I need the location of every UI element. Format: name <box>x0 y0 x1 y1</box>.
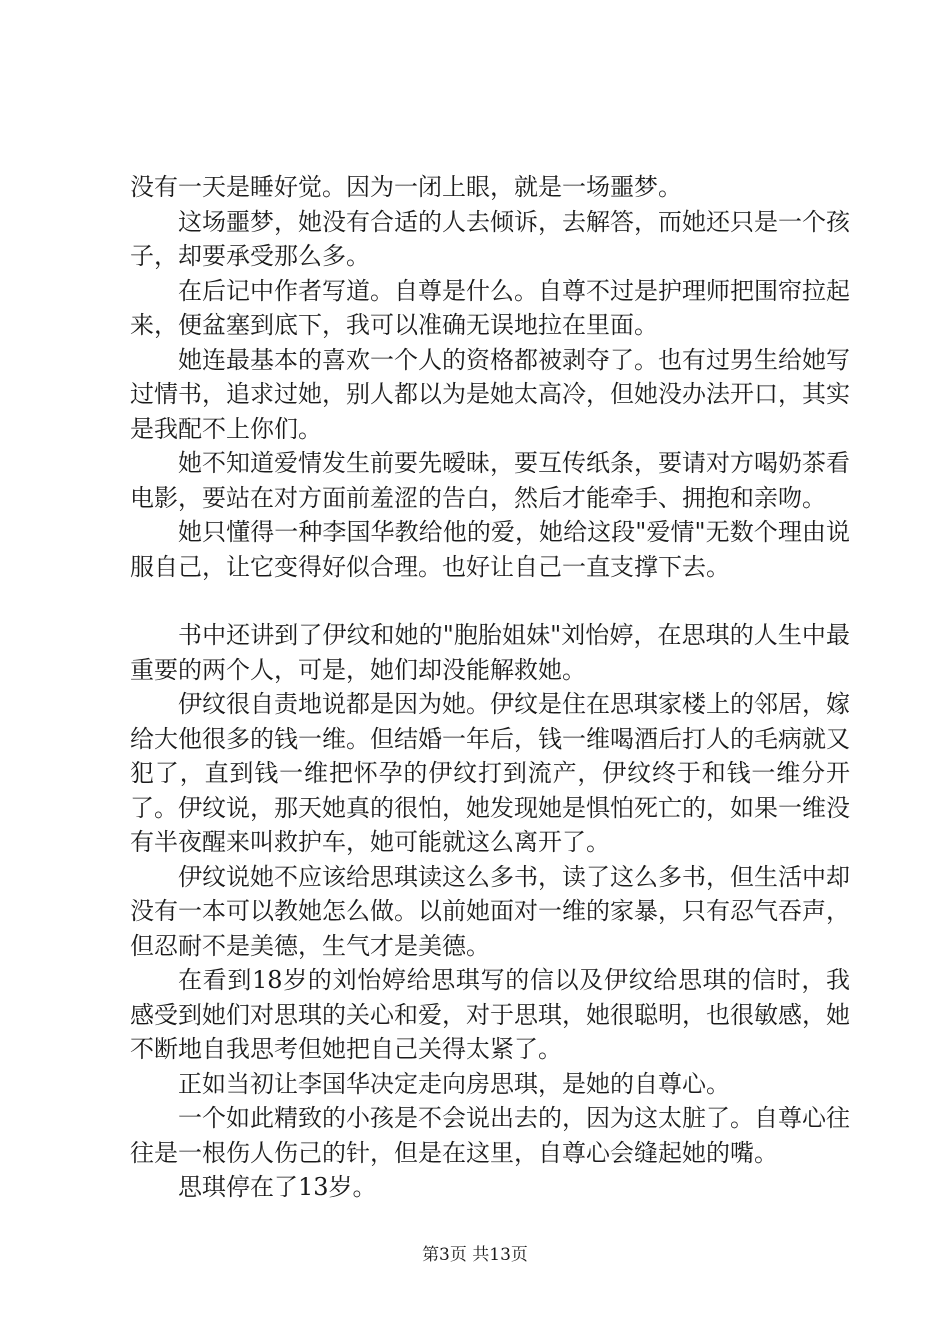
paragraph-4: 她不知道爱情发生前要先暧昧，要互传纸条，要请对方喝奶茶看电影，要站在对方面前羞涩的告白，然后才能牵手、拥抱和亲吻。 <box>130 449 850 512</box>
paragraph-11: 一个如此精致的小孩是不会说出去的，因为这太脏了。自尊心往往是一根伤人伤己的针，但是在这里，自尊心会缝起她的嘴。 <box>130 1104 850 1167</box>
paragraph-7: 伊纹很自责地说都是因为她。伊纹是住在思琪家楼上的邻居，嫁给大他很多的钱一维。但结婚一年后，钱一维喝酒后打人的毛病就又犯了，直到钱一维把怀孕的伊纹打到流产，伊纹终于和钱一维分开了。伊纹说，那天她真的很怕，她发现她是惧怕死亡的，如果一维没有半夜醒来叫救护车，她可能就这么离开了。 <box>130 690 850 856</box>
page-number-footer: 第3页 共13页 <box>422 1245 528 1265</box>
paragraph-12: 思琪停在了13岁。 <box>178 1173 377 1201</box>
paragraph-2: 在后记中作者写道。自尊是什么。自尊不过是护理师把围帘拉起来，便盆塞到底下，我可以准确无误地拉在里面。 <box>130 276 850 339</box>
paragraph-1: 这场噩梦，她没有合适的人去倾诉，去解答，而她还只是一个孩子，却要承受那么多。 <box>130 207 850 270</box>
paragraph-10: 正如当初让李国华决定走向房思琪，是她的自尊心。 <box>178 1069 730 1098</box>
paragraph-9: 在看到18岁的刘怡婷给思琪写的信以及伊纹给思琪的信时，我感受到她们对思琪的关心和爱，对于思琪，她很聪明，也很敏感，她不断地自我思考但她把自己关得太紧了。 <box>130 966 850 1063</box>
paragraph-5: 她只懂得一种李国华教给他的爱，她给这段"爱情"无数个理由说服自己，让它变得好似合理。也好让自己一直支撑下去。 <box>130 518 850 581</box>
body-text <box>130 170 850 1205</box>
paragraph-3: 她连最基本的喜欢一个人的资格都被剥夺了。也有过男生给她写过情书，追求过她，别人都以为是她太高冷，但她没办法开口，其实是我配不上你们。 <box>130 345 850 443</box>
paragraph-8: 伊纹说她不应该给思琪读这么多书，读了这么多书，但生活中却没有一本可以教她怎么做。以前她面对一维的家暴，只有忍气吞声，但忍耐不是美德，生气才是美德。 <box>130 862 850 960</box>
paragraph-0: 没有一天是睡好觉。因为一闭上眼，就是一场噩梦。 <box>130 173 682 201</box>
paragraph-6: 书中还讲到了伊纹和她的"胞胎姐妹"刘怡婷，在思琪的人生中最重要的两个人，可是，她们却没能解救她。 <box>130 621 850 684</box>
